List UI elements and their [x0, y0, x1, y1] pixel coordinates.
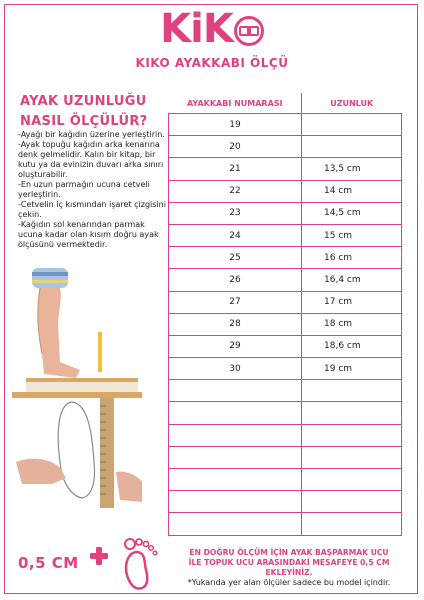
page-subtitle: KIKO AYAKKABI ÖLÇÜ — [135, 56, 289, 70]
table-row — [169, 247, 402, 269]
plus-icon — [88, 545, 110, 567]
size-cell — [169, 424, 302, 446]
size-cell: 28 — [169, 313, 302, 335]
instruction-step: -Cetvelin iç kısmından işaret çizgisini çekin. — [18, 200, 166, 219]
table-row — [169, 358, 402, 380]
table-header-row — [169, 93, 402, 114]
table-row — [169, 224, 402, 246]
guide-heading-line1: AYAK UZUNLUĞU — [20, 94, 147, 109]
length-cell: 19 cm — [302, 358, 402, 380]
table-row — [169, 424, 402, 446]
length-cell — [302, 380, 402, 402]
table-row — [169, 269, 402, 291]
size-cell: 20 — [169, 136, 302, 158]
instruction-step: -En uzun parmağın ucuna cetveli yerleştirin. — [18, 180, 150, 199]
instruction-step: -Ayağı bir kağıdın üzerine yerleştirin. — [18, 130, 165, 139]
length-cell — [302, 446, 402, 468]
size-cell: 25 — [169, 247, 302, 269]
size-cell: 24 — [169, 224, 302, 246]
length-cell — [302, 469, 402, 491]
table-row — [169, 402, 402, 424]
size-cell — [169, 446, 302, 468]
size-cell — [169, 513, 302, 535]
kiko-logo: KiK — [0, 8, 424, 50]
length-cell: 16,4 cm — [302, 269, 402, 291]
table-row — [169, 202, 402, 224]
size-table — [168, 93, 402, 536]
length-cell: 14 cm — [302, 180, 402, 202]
instruction-list — [18, 130, 168, 250]
column-header-length: UZUNLUK — [302, 93, 402, 114]
length-cell: 18 cm — [302, 313, 402, 335]
length-cell — [302, 513, 402, 535]
size-cell: 26 — [169, 269, 302, 291]
table-row — [169, 313, 402, 335]
table-row — [169, 335, 402, 357]
length-cell: 13,5 cm — [302, 158, 402, 180]
note-line: EKLEYİNİZ. — [265, 568, 313, 577]
length-cell: 16 cm — [302, 247, 402, 269]
table-row — [169, 491, 402, 513]
length-cell: 17 cm — [302, 291, 402, 313]
measurement-note — [164, 548, 414, 578]
instruction-step: -Ayak topuğu kağıdın arka kenarına denk gelmelidir. Kalın bir kitap, bir kutu ya da evinizin duvarı arka sınırı oluşturabilir. — [18, 140, 164, 179]
table-row — [169, 158, 402, 180]
length-cell — [302, 114, 402, 136]
table-row — [169, 114, 402, 136]
note-line: İLE TOPUK UCU ARASINDAKİ MESAFEYE 0,5 CM — [188, 558, 390, 567]
size-cell — [169, 380, 302, 402]
foot-trace-photo — [12, 392, 142, 524]
size-cell — [169, 402, 302, 424]
size-cell: 22 — [169, 180, 302, 202]
guide-heading-line2: NASIL ÖLÇÜLÜR? — [20, 114, 148, 129]
length-cell: 15 cm — [302, 224, 402, 246]
size-cell: 29 — [169, 335, 302, 357]
size-cell: 23 — [169, 202, 302, 224]
table-row — [169, 380, 402, 402]
glasses-icon — [234, 16, 264, 46]
length-cell: 14,5 cm — [302, 202, 402, 224]
table-row — [169, 446, 402, 468]
size-cell — [169, 469, 302, 491]
length-cell — [302, 424, 402, 446]
table-row — [169, 291, 402, 313]
foot-measure-photo — [26, 262, 138, 392]
length-cell — [302, 136, 402, 158]
size-cell: 19 — [169, 114, 302, 136]
model-footnote: *Yukarıda yer alan ölçüler sadece bu model içindir. — [187, 578, 391, 587]
table-row — [169, 136, 402, 158]
length-cell — [302, 402, 402, 424]
length-cell — [302, 491, 402, 513]
offset-label: 0,5 CM — [18, 554, 79, 572]
table-row — [169, 513, 402, 535]
instruction-step: -Kağıdın sol kenarından parmak ucuna kadar olan kısım doğru ayak ölçüsünü vermektedir. — [18, 220, 159, 249]
column-header-size: AYAKKABI NUMARASI — [169, 93, 302, 114]
size-cell: 21 — [169, 158, 302, 180]
table-row — [169, 180, 402, 202]
table-row — [169, 469, 402, 491]
guide-heading — [20, 92, 160, 132]
size-cell: 30 — [169, 358, 302, 380]
size-cell — [169, 491, 302, 513]
size-cell: 27 — [169, 291, 302, 313]
length-cell: 18,6 cm — [302, 335, 402, 357]
note-line: EN DOĞRU ÖLÇÜM İÇİN AYAK BAŞPARMAK UCU — [189, 548, 389, 557]
footprint-icon — [116, 538, 162, 592]
